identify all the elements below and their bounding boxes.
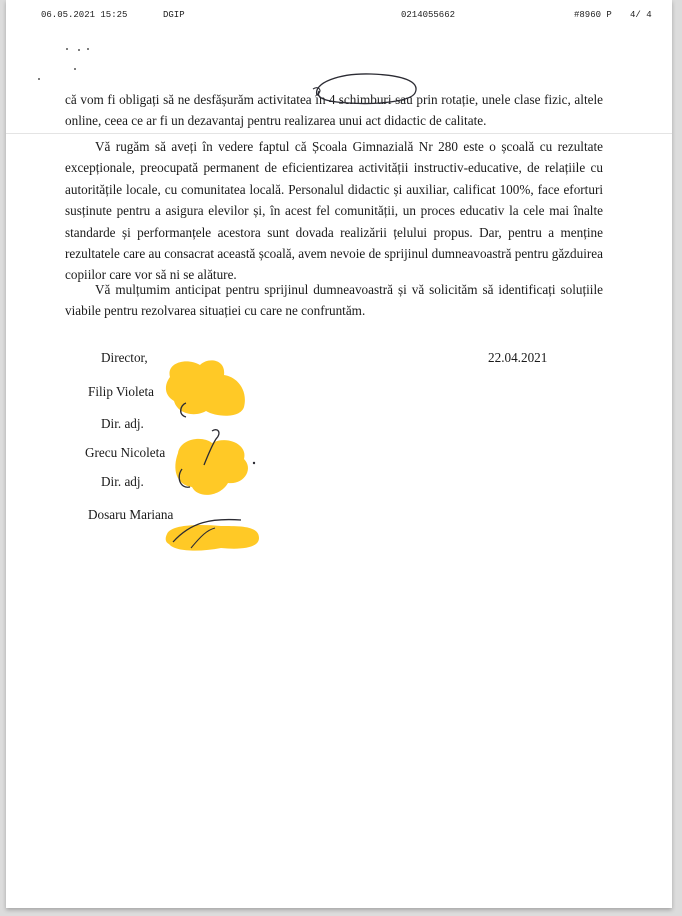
fax-datetime: 06.05.2021 15:25 (41, 10, 128, 20)
deputy2-name: Dosaru Mariana (88, 507, 174, 522)
scanned-page (6, 0, 672, 908)
letter-date: 22.04.2021 (488, 350, 548, 365)
fax-header (6, 10, 672, 24)
paragraph1-text-after: sau prin rotație, unele clase fizic, altele online, ceea ce ar fi un dezavantaj pentru realizarea unui act didactic de calitate. (65, 92, 603, 129)
fax-page-number: 4/ 4 (630, 10, 652, 20)
redacted-signature-director (156, 355, 256, 425)
paragraph1-text-before: că vom fi obligați să ne desfășurăm activitatea (65, 92, 316, 107)
deputy1-title: Dir. adj. (101, 416, 144, 431)
scan-specks (26, 40, 86, 80)
paragraph3-text: Vă mulțumim anticipat pentru sprijinul dumneavoastră și vă solicităm să identificați soluțiile viabile pentru rezolvarea situației cu care ne confruntăm. (65, 282, 603, 319)
paragraph-school-results (65, 136, 603, 286)
deputy1-name: Grecu Nicoleta (85, 445, 166, 460)
circled-phrase (315, 89, 391, 110)
paragraph-thanks (65, 279, 603, 322)
fax-job-number: #8960 P (574, 10, 612, 20)
redacted-signature-deputy2 (161, 512, 271, 562)
director-title: Director, (101, 350, 148, 365)
scan-artifact-line (6, 133, 672, 134)
paragraph2-text: Vă rugăm să aveți în vedere faptul că Școala Gimnazială Nr 280 este o școală cu rezultate excepționale, preocupată permanent de eficientizarea activității instructiv-educative, de relațiile cu autoritățile locale, cu comunitatea locală. Personalul didactic și auxiliar, calificat 100%, face eforturi susținute pentru a asigura elevilor și, în acest fel comunității, un proces educativ la cele mai înalte standarde și performanțele acestora sunt dovada realizării țelului propus. Dar, pentru a menține rezultatele care au consacrat această școală, avem nevoie de sprijinul dumneavoastră pentru găzduirea copiilor care vor să ni se alăture. (65, 139, 603, 283)
director-name: Filip Violeta (88, 384, 155, 399)
fax-phone: 0214055662 (401, 10, 456, 20)
redacted-signature-deputy1 (168, 425, 258, 505)
fax-sender: DGIP (163, 10, 185, 20)
deputy2-title: Dir. adj. (101, 474, 144, 489)
circled-phrase-text: în 4 schimburi (315, 92, 392, 107)
paragraph-continuation (65, 89, 603, 132)
